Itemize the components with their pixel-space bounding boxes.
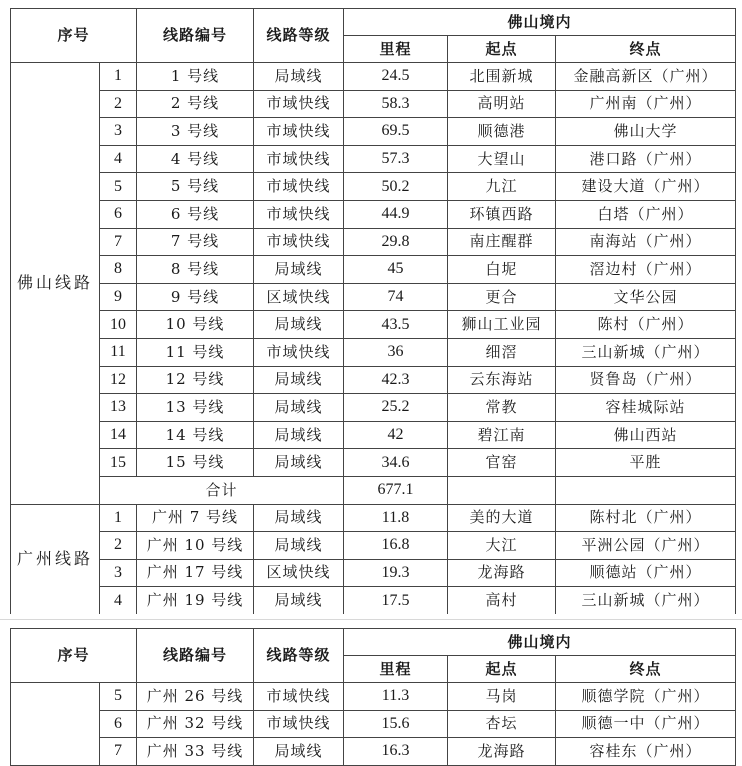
row-grade: 局域线 xyxy=(254,366,344,394)
table-row xyxy=(11,338,736,366)
row-start: 碧江南 xyxy=(448,421,556,449)
table-row xyxy=(11,532,736,560)
row-seq: 1 xyxy=(100,63,137,91)
row-seq: 4 xyxy=(100,587,137,615)
row-end: 顺德一中（广州） xyxy=(556,710,736,738)
row-seq: 11 xyxy=(100,338,137,366)
row-seq: 6 xyxy=(100,200,137,228)
row-start: 北围新城 xyxy=(448,63,556,91)
row-end: 三山新城（广州） xyxy=(556,587,736,615)
table-row xyxy=(11,394,736,422)
row-end: 滘边村（广州） xyxy=(556,256,736,284)
row-line-no: 6 号线 xyxy=(137,200,254,228)
page-break-line xyxy=(0,619,742,620)
row-line-no: 7 号线 xyxy=(137,228,254,256)
row-end: 广州南（广州） xyxy=(556,90,736,118)
row-line-no: 广州 17 号线 xyxy=(137,559,254,587)
row-seq: 9 xyxy=(100,283,137,311)
row-end: 建设大道（广州） xyxy=(556,173,736,201)
row-end: 港口路（广州） xyxy=(556,145,736,173)
row-start: 杏坛 xyxy=(448,710,556,738)
row-mileage: 43.5 xyxy=(344,311,448,339)
row-end: 文华公园 xyxy=(556,283,736,311)
row-line-no: 15 号线 xyxy=(137,449,254,477)
row-seq: 6 xyxy=(100,710,137,738)
row-grade: 市域快线 xyxy=(254,200,344,228)
header-line-no: 线路编号 xyxy=(137,9,254,63)
total-empty-start xyxy=(448,476,556,504)
row-start: 高明站 xyxy=(448,90,556,118)
row-mileage: 24.5 xyxy=(344,63,448,91)
group-continued xyxy=(11,683,100,766)
row-line-no: 广州 7 号线 xyxy=(137,504,254,532)
header-seq: 序号 xyxy=(11,629,137,683)
row-mileage: 45 xyxy=(344,256,448,284)
total-row xyxy=(11,476,736,504)
row-end: 陈村（广州） xyxy=(556,311,736,339)
row-grade: 市域快线 xyxy=(254,145,344,173)
row-start: 龙海路 xyxy=(448,559,556,587)
header-foshan-inside: 佛山境内 xyxy=(344,629,736,656)
row-end: 贤鲁岛（广州） xyxy=(556,366,736,394)
header-foshan-inside: 佛山境内 xyxy=(344,9,736,36)
group-guangzhou: 广州线路 xyxy=(11,504,100,614)
row-line-no: 12 号线 xyxy=(137,366,254,394)
row-end: 容桂东（广州） xyxy=(556,738,736,766)
row-line-no: 广州 32 号线 xyxy=(137,710,254,738)
row-start: 白坭 xyxy=(448,256,556,284)
table-row xyxy=(11,173,736,201)
row-mileage: 42 xyxy=(344,421,448,449)
row-seq: 2 xyxy=(100,532,137,560)
row-grade: 区域快线 xyxy=(254,283,344,311)
row-start: 云东海站 xyxy=(448,366,556,394)
row-start: 美的大道 xyxy=(448,504,556,532)
row-mileage: 36 xyxy=(344,338,448,366)
metro-lines-table-continued xyxy=(10,628,736,766)
header-grade: 线路等级 xyxy=(254,9,344,63)
row-end: 佛山大学 xyxy=(556,118,736,146)
row-mileage: 11.8 xyxy=(344,504,448,532)
total-empty-end xyxy=(556,476,736,504)
row-seq: 14 xyxy=(100,421,137,449)
total-mileage: 677.1 xyxy=(344,476,448,504)
row-mileage: 44.9 xyxy=(344,200,448,228)
row-line-no: 广州 19 号线 xyxy=(137,587,254,615)
row-start: 顺德港 xyxy=(448,118,556,146)
row-line-no: 广州 26 号线 xyxy=(137,683,254,711)
row-start: 官窑 xyxy=(448,449,556,477)
metro-lines-table xyxy=(10,8,736,615)
row-grade: 市域快线 xyxy=(254,90,344,118)
header-end: 终点 xyxy=(556,36,736,63)
header-start: 起点 xyxy=(448,656,556,683)
row-mileage: 16.8 xyxy=(344,532,448,560)
table-row xyxy=(11,738,736,766)
table-row xyxy=(11,145,736,173)
row-seq: 10 xyxy=(100,311,137,339)
row-grade: 局域线 xyxy=(254,449,344,477)
table-row xyxy=(11,683,736,711)
header-grade: 线路等级 xyxy=(254,629,344,683)
row-line-no: 9 号线 xyxy=(137,283,254,311)
row-mileage: 16.3 xyxy=(344,738,448,766)
row-start: 马岗 xyxy=(448,683,556,711)
group-foshan: 佛山线路 xyxy=(11,63,100,505)
page-break xyxy=(0,614,742,628)
row-end: 金融高新区（广州） xyxy=(556,63,736,91)
row-grade: 局域线 xyxy=(254,738,344,766)
row-seq: 12 xyxy=(100,366,137,394)
row-start: 常教 xyxy=(448,394,556,422)
row-mileage: 50.2 xyxy=(344,173,448,201)
row-grade: 局域线 xyxy=(254,504,344,532)
row-grade: 局域线 xyxy=(254,256,344,284)
row-grade: 局域线 xyxy=(254,394,344,422)
row-start: 龙海路 xyxy=(448,738,556,766)
row-end: 佛山西站 xyxy=(556,421,736,449)
table-row xyxy=(11,63,736,91)
row-grade: 市域快线 xyxy=(254,118,344,146)
row-line-no: 3 号线 xyxy=(137,118,254,146)
row-seq: 13 xyxy=(100,394,137,422)
table-row xyxy=(11,118,736,146)
header-start: 起点 xyxy=(448,36,556,63)
row-start: 更合 xyxy=(448,283,556,311)
row-start: 环镇西路 xyxy=(448,200,556,228)
row-mileage: 15.6 xyxy=(344,710,448,738)
table-row xyxy=(11,710,736,738)
row-line-no: 5 号线 xyxy=(137,173,254,201)
row-grade: 局域线 xyxy=(254,63,344,91)
row-line-no: 11 号线 xyxy=(137,338,254,366)
row-end: 平洲公园（广州） xyxy=(556,532,736,560)
table-row xyxy=(11,228,736,256)
row-seq: 5 xyxy=(100,683,137,711)
row-start: 南庄醒群 xyxy=(448,228,556,256)
row-grade: 局域线 xyxy=(254,311,344,339)
row-mileage: 74 xyxy=(344,283,448,311)
row-grade: 区域快线 xyxy=(254,559,344,587)
row-line-no: 14 号线 xyxy=(137,421,254,449)
row-line-no: 4 号线 xyxy=(137,145,254,173)
row-end: 南海站（广州） xyxy=(556,228,736,256)
header-end: 终点 xyxy=(556,656,736,683)
row-seq: 2 xyxy=(100,90,137,118)
row-seq: 3 xyxy=(100,118,137,146)
table-row xyxy=(11,256,736,284)
row-mileage: 29.8 xyxy=(344,228,448,256)
table-row xyxy=(11,449,736,477)
row-mileage: 58.3 xyxy=(344,90,448,118)
row-start: 九江 xyxy=(448,173,556,201)
row-seq: 3 xyxy=(100,559,137,587)
row-start: 大望山 xyxy=(448,145,556,173)
row-start: 细滘 xyxy=(448,338,556,366)
header-mileage: 里程 xyxy=(344,656,448,683)
table-row xyxy=(11,421,736,449)
table-row xyxy=(11,504,736,532)
row-line-no: 1 号线 xyxy=(137,63,254,91)
row-mileage: 11.3 xyxy=(344,683,448,711)
row-seq: 7 xyxy=(100,738,137,766)
table-row xyxy=(11,366,736,394)
row-end: 白塔（广州） xyxy=(556,200,736,228)
row-mileage: 17.5 xyxy=(344,587,448,615)
row-end: 顺德学院（广州） xyxy=(556,683,736,711)
row-mileage: 42.3 xyxy=(344,366,448,394)
row-mileage: 57.3 xyxy=(344,145,448,173)
row-mileage: 34.6 xyxy=(344,449,448,477)
total-label: 合计 xyxy=(100,476,344,504)
table-row xyxy=(11,90,736,118)
row-seq: 7 xyxy=(100,228,137,256)
row-mileage: 69.5 xyxy=(344,118,448,146)
row-start: 高村 xyxy=(448,587,556,615)
row-end: 顺德站（广州） xyxy=(556,559,736,587)
row-grade: 市域快线 xyxy=(254,173,344,201)
row-line-no: 广州 10 号线 xyxy=(137,532,254,560)
row-end: 三山新城（广州） xyxy=(556,338,736,366)
header-mileage: 里程 xyxy=(344,36,448,63)
table-row xyxy=(11,200,736,228)
row-line-no: 2 号线 xyxy=(137,90,254,118)
row-line-no: 10 号线 xyxy=(137,311,254,339)
table-row xyxy=(11,311,736,339)
table-row xyxy=(11,559,736,587)
row-grade: 市域快线 xyxy=(254,228,344,256)
row-grade: 市域快线 xyxy=(254,338,344,366)
row-line-no: 8 号线 xyxy=(137,256,254,284)
row-mileage: 25.2 xyxy=(344,394,448,422)
row-line-no: 13 号线 xyxy=(137,394,254,422)
row-grade: 局域线 xyxy=(254,532,344,560)
row-line-no: 广州 33 号线 xyxy=(137,738,254,766)
row-seq: 4 xyxy=(100,145,137,173)
row-seq: 1 xyxy=(100,504,137,532)
row-end: 平胜 xyxy=(556,449,736,477)
row-grade: 局域线 xyxy=(254,587,344,615)
row-end: 陈村北（广州） xyxy=(556,504,736,532)
table-row xyxy=(11,283,736,311)
row-start: 狮山工业园 xyxy=(448,311,556,339)
header-line-no: 线路编号 xyxy=(137,629,254,683)
row-seq: 5 xyxy=(100,173,137,201)
row-end: 容桂城际站 xyxy=(556,394,736,422)
row-start: 大江 xyxy=(448,532,556,560)
row-seq: 8 xyxy=(100,256,137,284)
table-row xyxy=(11,587,736,615)
row-grade: 局域线 xyxy=(254,421,344,449)
row-grade: 市域快线 xyxy=(254,683,344,711)
header-seq: 序号 xyxy=(11,9,137,63)
row-seq: 15 xyxy=(100,449,137,477)
row-grade: 市域快线 xyxy=(254,710,344,738)
row-mileage: 19.3 xyxy=(344,559,448,587)
